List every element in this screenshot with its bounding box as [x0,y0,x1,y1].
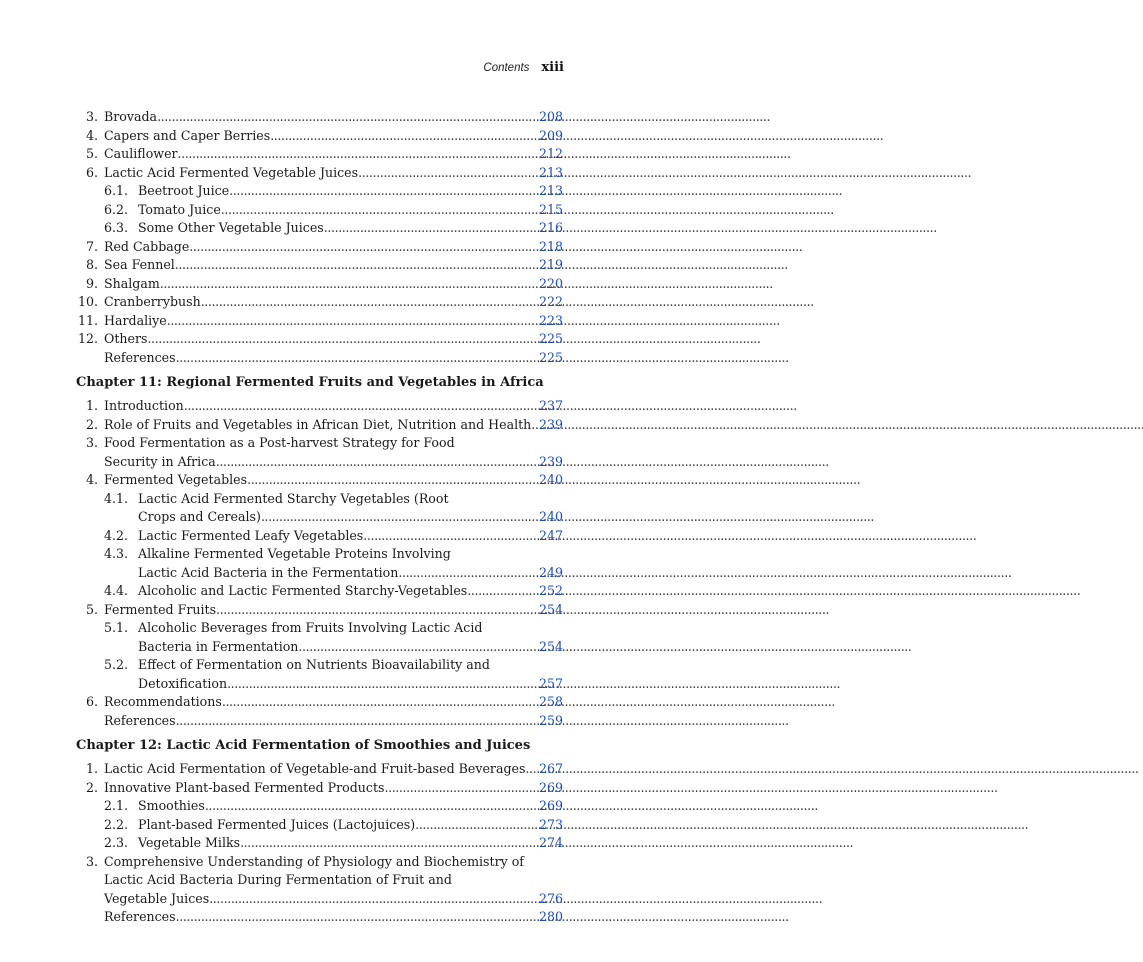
toc-entry-title: Smoothies [138,798,205,813]
toc-entry-title: Recommendations [104,694,222,709]
toc-page-link[interactable]: 274 [538,835,563,850]
toc-entry[interactable] [76,164,563,183]
toc-page-link[interactable]: 223 [538,312,563,328]
toc-entry[interactable] [76,760,563,779]
toc-entry-continuation[interactable] [76,890,563,909]
toc-page-link[interactable]: 252 [538,583,563,598]
toc-page-link[interactable]: 239 [538,453,563,469]
toc-entry[interactable] [76,527,563,546]
toc-page-link[interactable]: 259 [538,712,563,728]
dot-leader [358,164,537,183]
toc-page-link[interactable]: 240 [538,472,563,487]
toc-entry-continuation[interactable] [76,453,563,472]
toc-entry[interactable] [76,293,563,312]
running-header [483,60,564,75]
toc-entry-number: 4.1. [104,490,129,506]
toc-entry[interactable] [76,108,563,127]
toc-entry-title: Food Fermentation as a Post-harvest Strategy for Food [104,435,455,450]
toc-entry-title: Hardaliye [104,312,167,328]
toc-entry-title: References [104,909,176,924]
toc-page-link[interactable]: 213 [538,164,563,180]
toc-entry[interactable] [76,238,563,257]
toc-entry-continuation[interactable] [76,871,563,890]
toc-entry-number: 5.2. [104,657,129,672]
dot-leader [221,201,537,220]
dot-leader [147,330,537,349]
chapter-heading: Chapter 12: Lactic Acid Fermentation of Smoothies and Juices [76,738,531,753]
toc-entry-number: 2.3. [104,835,129,850]
toc-entry-number: 2.1. [104,798,129,813]
toc-entry[interactable] [76,471,563,490]
toc-page-link[interactable]: 213 [538,183,563,198]
toc-entry-title: Bacteria in Fermentation [138,638,299,654]
toc-entry[interactable] [76,434,563,453]
toc-entry-number: 12. [77,331,98,346]
toc-entry-title: Vegetable Milks [138,835,241,850]
chapter-heading: Chapter 11: Regional Fermented Fruits and Vegetables in Africa [76,375,544,390]
toc-entry[interactable] [76,908,563,927]
toc-entry-continuation[interactable] [76,675,563,694]
table-of-contents [76,108,563,927]
toc-entry[interactable] [76,582,563,601]
toc-entry[interactable] [76,256,563,275]
toc-page-link[interactable]: 258 [538,694,563,709]
toc-entry[interactable] [76,349,563,368]
dot-leader [189,238,537,257]
toc-entry[interactable] [76,330,563,349]
dot-leader [270,127,537,146]
toc-entry-title: Innovative Plant-based Fermented Products [104,779,385,795]
toc-entry-title: References [104,349,176,365]
toc-entry-number: 2.2. [104,816,129,832]
toc-entry-title: Tomato Juice [138,201,221,217]
toc-entry[interactable] [76,182,563,201]
toc-entry-title: Shalgam [104,275,160,291]
dot-leader [525,760,537,779]
dot-leader [178,145,537,164]
toc-entry-title: Plant-based Fermented Juices (Lactojuices) [138,816,416,832]
dot-leader [229,182,537,201]
toc-entry-number: 6.1. [104,183,129,198]
toc-entry-title: Others [104,331,148,346]
toc-page-link[interactable]: 269 [538,779,563,795]
toc-entry-number: 4.2. [104,527,129,543]
toc-page-link[interactable]: 280 [538,909,563,924]
toc-entry-title: Lactic Fermented Leafy Vegetables [138,527,364,543]
toc-entry-number: 5. [85,601,98,617]
toc-entry[interactable] [76,656,563,675]
toc-entry[interactable] [76,712,563,731]
toc-entry-title: Security in Africa [104,453,216,469]
toc-page-link[interactable]: 212 [538,146,563,161]
toc-entry-title: Alcoholic Beverages from Fruits Involving Lactic Acid [138,620,483,635]
toc-page-link[interactable]: 219 [538,257,563,272]
toc-page-link[interactable]: 222 [538,294,563,309]
toc-entry-continuation[interactable] [76,564,563,583]
toc-entry-title: Red Cabbage [104,238,190,254]
dot-leader [176,712,537,731]
toc-entry[interactable] [76,312,563,331]
toc-entry[interactable] [76,219,563,238]
toc-page-link[interactable]: 237 [538,398,563,413]
dot-leader [175,256,537,275]
toc-entry-number: 5. [85,146,98,161]
toc-entry-title: Lactic Acid Fermentation of Vegetable-and Fruit-based Beverages [104,761,526,776]
toc-entry-number: 4. [85,127,98,143]
toc-page-link[interactable]: 225 [538,331,563,346]
dot-leader [184,397,537,416]
toc-entry-title: Beetroot Juice [138,183,230,198]
dot-leader [398,564,537,583]
toc-page-link[interactable]: 247 [538,527,563,543]
dot-leader [216,453,537,472]
dot-leader [298,638,537,657]
toc-page-link[interactable]: 218 [538,238,563,254]
toc-entry-title: Cauliflower [104,146,178,161]
dot-leader [176,908,537,927]
toc-entry-number: 2. [85,416,98,432]
toc-entry[interactable] [76,779,563,798]
toc-entry-title: Brovada [104,109,158,124]
toc-entry-number: 3. [85,109,98,124]
toc-entry-number: 4.3. [104,546,129,561]
toc-entry[interactable] [76,693,563,712]
toc-entry-number: 5.1. [104,620,129,635]
toc-entry[interactable] [76,619,563,638]
header-page-number: xiii [541,60,564,75]
toc-entry-title: Lactic Acid Bacteria in the Fermentation [138,564,399,580]
toc-entry-number: 4.4. [104,583,129,598]
toc-page-link[interactable]: 208 [538,109,563,124]
dot-leader [261,508,537,527]
dot-leader [227,675,537,694]
toc-entry-title: Lactic Acid Bacteria During Fermentation of Fruit and [104,872,452,887]
toc-entry-title: Sea Fennel [104,257,175,272]
toc-entry-number: 4. [85,472,98,487]
toc-entry-title: Crops and Cereals) [138,509,261,524]
toc-entry-number: 10. [77,294,98,309]
toc-entry-title: Comprehensive Understanding of Physiology and Biochemistry of [104,853,524,869]
toc-entry-number: 9. [85,275,98,291]
toc-entry-title: References [104,712,176,728]
toc-entry-title: Fermented Vegetables [104,472,248,487]
toc-entry-title: Role of Fruits and Vegetables in African Diet, Nutrition and Health [104,416,532,432]
toc-page-link[interactable]: 254 [538,601,563,617]
toc-entry-title: Detoxification [138,675,228,691]
toc-page-link[interactable]: 257 [538,675,563,691]
toc-entry[interactable] [76,797,563,816]
toc-entry-title: Capers and Caper Berries [104,127,271,143]
toc-page-link[interactable]: 225 [538,349,563,365]
dot-leader [247,471,537,490]
toc-entry[interactable] [76,397,563,416]
toc-entry-number: 8. [85,257,98,272]
toc-entry[interactable] [76,201,563,220]
dot-leader [222,693,537,712]
toc-page-link[interactable]: 249 [538,564,563,580]
toc-entry-number: 6.3. [104,220,129,235]
toc-page-link[interactable]: 267 [538,761,563,776]
dot-leader [324,219,537,238]
toc-entry[interactable] [76,275,563,294]
toc-page-link[interactable]: 276 [538,890,563,906]
dot-leader [209,890,537,909]
toc-page-link[interactable]: 273 [538,816,563,832]
toc-entry-number: 3. [85,435,98,450]
toc-page-link[interactable]: 220 [538,275,563,291]
dot-leader [240,834,537,853]
toc-entry-number: 1. [85,398,98,413]
dot-leader [467,582,537,601]
dot-leader [363,527,537,546]
toc-entry-number: 2. [85,779,98,795]
dot-leader [384,779,536,798]
toc-entry-title: Lactic Acid Fermented Starchy Vegetables (Root [138,490,449,506]
toc-page-link[interactable]: 269 [538,798,563,813]
toc-entry[interactable] [76,853,563,872]
toc-entry-title: Vegetable Juices [104,890,210,906]
toc-entry[interactable] [76,816,563,835]
toc-entry-title: Introduction [104,398,184,413]
toc-page-link[interactable]: 209 [538,127,563,143]
toc-entry[interactable] [76,490,563,509]
toc-page-link[interactable]: 254 [538,638,563,654]
toc-entry[interactable] [76,601,563,620]
toc-entry-title: Effect of Fermentation on Nutrients Bioavailability and [138,657,490,672]
toc-page-link[interactable]: 216 [538,220,563,235]
dot-leader [216,601,537,620]
toc-entry-number: 7. [85,238,98,254]
toc-entry-title: Cranberrybush [104,294,201,309]
toc-entry-title: Alkaline Fermented Vegetable Proteins Involving [138,546,451,561]
toc-entry-title: Some Other Vegetable Juices [138,220,324,235]
toc-entry-number: 1. [85,761,98,776]
toc-page-link[interactable]: 240 [538,509,563,524]
toc-entry[interactable] [76,145,563,164]
toc-entry-number: 6. [85,164,98,180]
toc-entry-number: 6.2. [104,201,129,217]
toc-entry[interactable] [76,416,563,435]
dot-leader [176,349,537,368]
dot-leader [205,797,537,816]
toc-entry-title: Alcoholic and Lactic Fermented Starchy-Vegetables [138,583,468,598]
toc-page-link[interactable]: 239 [538,416,563,432]
dot-leader [160,275,537,294]
dot-leader [167,312,537,331]
toc-entry-number: 6. [85,694,98,709]
toc-entry-number: 3. [85,853,98,869]
dot-leader [201,293,537,312]
toc-entry-continuation[interactable] [76,638,563,657]
toc-entry-continuation[interactable] [76,508,563,527]
toc-entry-title: Fermented Fruits [104,601,217,617]
toc-entry[interactable] [76,834,563,853]
toc-entry-number: 11. [77,312,98,328]
header-label: Contents [483,62,530,74]
toc-entry[interactable] [76,545,563,564]
dot-leader [157,108,537,127]
toc-entry[interactable] [76,127,563,146]
dot-leader [415,816,537,835]
toc-page-link[interactable]: 215 [538,201,563,217]
toc-entry-title: Lactic Acid Fermented Vegetable Juices [104,164,359,180]
